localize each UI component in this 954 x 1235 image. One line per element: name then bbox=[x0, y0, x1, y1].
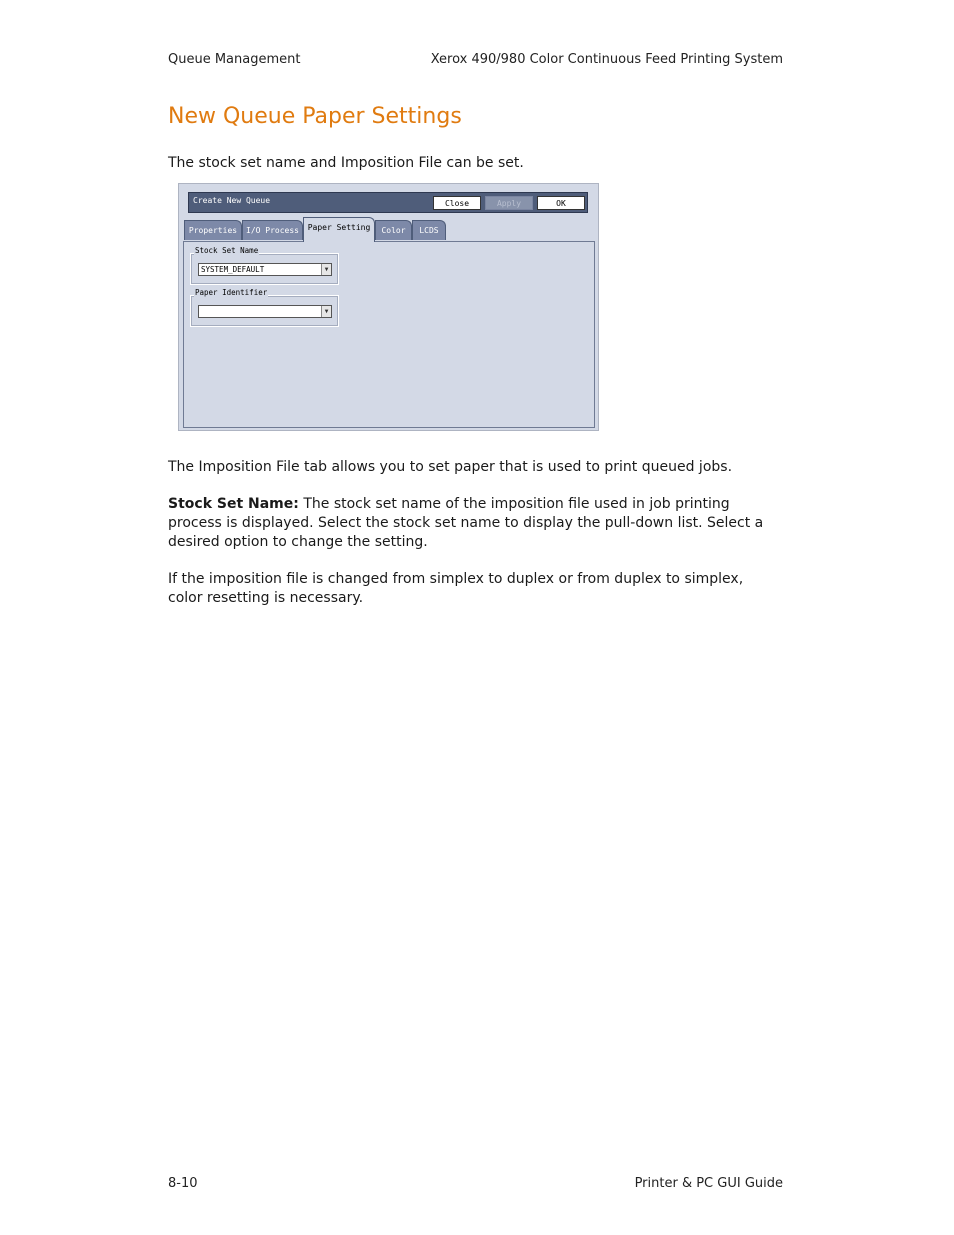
window-title: Create New Queue bbox=[193, 196, 271, 205]
tab-lcds[interactable]: LCDS bbox=[412, 220, 446, 240]
window-titlebar bbox=[188, 192, 588, 213]
paper-setting-panel bbox=[183, 241, 595, 428]
running-header-product: Xerox 490/980 Color Continuous Feed Printing System bbox=[430, 52, 783, 67]
guide-name: Printer & PC GUI Guide bbox=[634, 1176, 783, 1191]
intro-paragraph: The stock set name and Imposition File can be set. bbox=[168, 155, 524, 171]
apply-button[interactable]: Apply bbox=[485, 196, 533, 210]
paper-identifier-select[interactable] bbox=[198, 305, 332, 318]
stock-set-paragraph bbox=[168, 495, 768, 552]
tab-io-process[interactable]: I/O Process bbox=[242, 220, 303, 240]
stock-set-group bbox=[190, 246, 339, 285]
paper-identifier-group bbox=[190, 288, 339, 327]
stock-set-label: Stock Set Name bbox=[195, 246, 259, 255]
tab-bar bbox=[184, 217, 594, 241]
ok-button[interactable]: OK bbox=[537, 196, 585, 210]
imposition-paragraph: The Imposition File tab allows you to set paper that is used to print queued jobs. bbox=[168, 459, 733, 475]
stock-set-description: The stock set name of the imposition file used in job printing process is displayed. Select the stock set name to display the pull-down list. Select a desired option to change the setting. bbox=[168, 496, 764, 550]
close-button[interactable]: Close bbox=[433, 196, 481, 210]
page-number: 8-10 bbox=[168, 1176, 198, 1191]
create-queue-screenshot bbox=[178, 183, 599, 431]
paper-identifier-label: Paper Identifier bbox=[195, 288, 268, 297]
running-header-section: Queue Management bbox=[168, 52, 301, 67]
stock-set-term: Stock Set Name: bbox=[168, 496, 299, 512]
tab-color[interactable]: Color bbox=[375, 220, 412, 240]
tab-properties[interactable]: Properties bbox=[184, 220, 242, 240]
page-title: New Queue Paper Settings bbox=[168, 104, 462, 129]
chevron-down-icon[interactable]: ▼ bbox=[321, 306, 331, 317]
stock-set-select[interactable] bbox=[198, 263, 332, 276]
stock-set-value: SYSTEM_DEFAULT bbox=[201, 265, 265, 274]
tab-paper-setting[interactable]: Paper Setting bbox=[303, 217, 375, 242]
chevron-down-icon[interactable]: ▼ bbox=[321, 264, 331, 275]
color-reset-paragraph: If the imposition file is changed from simplex to duplex or from duplex to simplex, color resetting is necessary. bbox=[168, 571, 744, 606]
